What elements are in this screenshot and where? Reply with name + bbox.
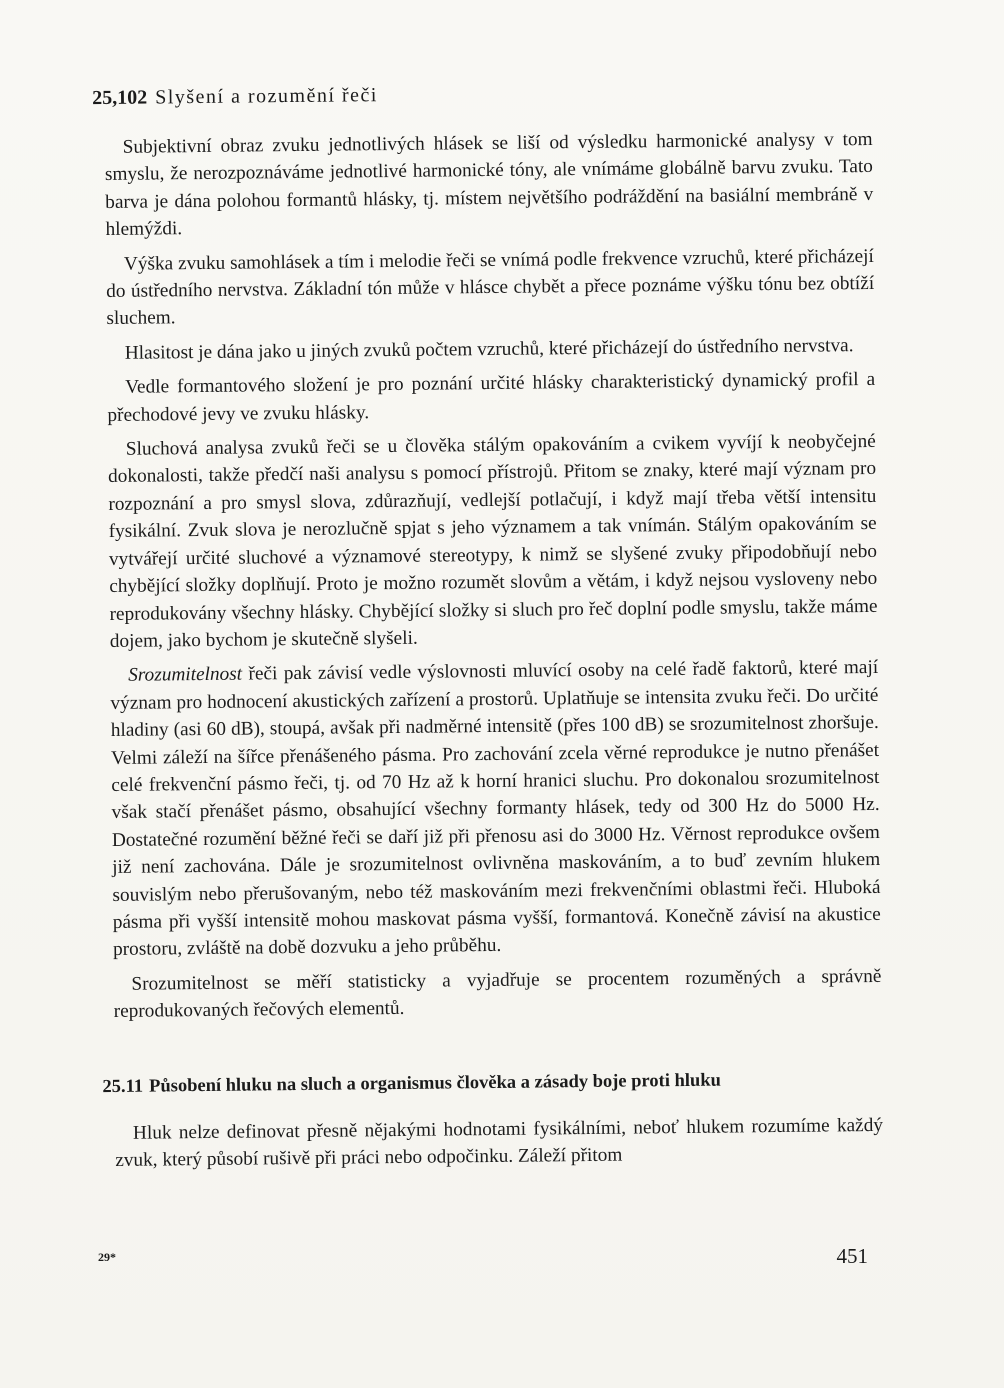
paragraph: Srozumitelnost se měří statisticky a vyjadřuje se procentem rozuměných a správně reprodukovaných řečových elementů. xyxy=(113,965,882,1023)
paragraph: Sluchová analysa zvuků řeči se u člověka stálým opakováním a cvikem vyvíjí k neobyčejné dokonalosti, takže předčí naši analysu s pomocí přístrojů. Přitom se znaky, které mají význam pro rozpoznání a pro smysl slova, zdůrazňují, vedlejší potlačují, i když mají třeba větší intensitu fysikální. Zvuk slova je nerozlučně spjat s jeho významem a tak vnímán. Stálým opakováním se vytvářejí určité sluchové a významové stereotypy, k nimž se slyšené zvuky připodobňují nebo chybějící složky doplňují. Proto je možno rozumět slovům a větám, i když nejsou vysloveny nebo reprodukovány všechny hlásky. Chybějící složky si sluch pro řeč doplní podle smyslu, takže máme dojem, jako bychom je skutečně slyšeli. xyxy=(108,431,878,652)
section-heading xyxy=(102,1065,882,1099)
paragraph: Vedle formantového složení je pro poznání určité hlásky charakteristický dynamický profil a přechodové jevy ve zvuku hlásky. xyxy=(107,369,876,426)
section-title: Působení hluku na sluch a organismus člověka a zásady boje proti hluku xyxy=(149,1070,721,1097)
section-number: 25,102 xyxy=(92,86,148,110)
section-title: Slyšení a rozumění řeči xyxy=(155,84,379,109)
signature-mark: 29* xyxy=(98,1250,116,1264)
page-footer xyxy=(98,1244,868,1270)
italic-term: Srozumitelnost xyxy=(128,663,243,687)
page-content xyxy=(92,76,884,1174)
paragraph: Hlasitost je dána jako u jiných zvuků počtem vzruchů, které přicházejí do ústředního nervstva. xyxy=(124,335,854,364)
paragraph: Subjektivní obraz zvuku jednotlivých hlásek se liší od výsledku harmonické analysy v tom smyslu, že nerozpoznáváme jednotlivé harmonické tóny, ale vnímáme globálně barvu zvuku. Tato barva je dána polohou formantů hlásky, tj. místem největšího podráždění na basiální membráně v hlemýždi. xyxy=(104,128,874,241)
paragraph: Výška zvuku samohlásek a tím i melodie řeči se vnímá podle frekvence vzruchů, které přicházejí do ústředního nervstva. Základní tón může v hlásce chybět a přece poznáme výšku tónu bez obtíží sluchem. xyxy=(106,245,875,330)
section-heading xyxy=(92,76,872,112)
paragraph-srozumitelnost xyxy=(110,654,881,963)
page-number: 451 xyxy=(836,1244,868,1268)
section-number: 25.11 xyxy=(102,1076,144,1097)
paragraph: Hluk nelze definovat přesně nějakými hodnotami fysikálními, neboť hlukem rozumíme každý zvuk, který působí rušivě při práci nebo odpočinku. Záleží přitom xyxy=(115,1114,884,1171)
paragraph-text: řeči pak závisí vedle výslovnosti mluvící osoby na celé řadě faktorů, které mají význam pro hodnocení akustických zařízení a prostorů. Uplatňuje se intensita zvuku řeči. Do určité hladiny (asi 60 dB), stoupá, avšak při nadměrné intensitě (přes 100 dB) se srozumitelnost zhoršuje. Velmi záleží na šířce přenášeného pásma. Pro zachování zcela věrné reprodukce je nutno přenášet celé frekvenční pásmo řeči, tj. od 70 Hz až k horní hranici sluchu. Pro dokonalou srozumitelnost však stačí přenášet pásmo, obsahující všechny formanty hlásek, tedy od 300 Hz do 5000 Hz. Dostatečné rozumění běžné řeči se daří již při přenosu asi do 3000 Hz. Věrnost reprodukce ovšem již není zachována. Dále je srozumitelnost ovlivněna maskováním, a to buď zevním hlukem souvislým nebo přerušovaným, nebo též maskováním mezi frekvenčními oblastmi řeči. Hluboká pásma při vyšší intensitě mohou maskovat pásma vyšší, formantová. Konečně závisí na akustice prostoru, zvláště na době dozvuku a jeho průběhu. xyxy=(110,657,881,961)
